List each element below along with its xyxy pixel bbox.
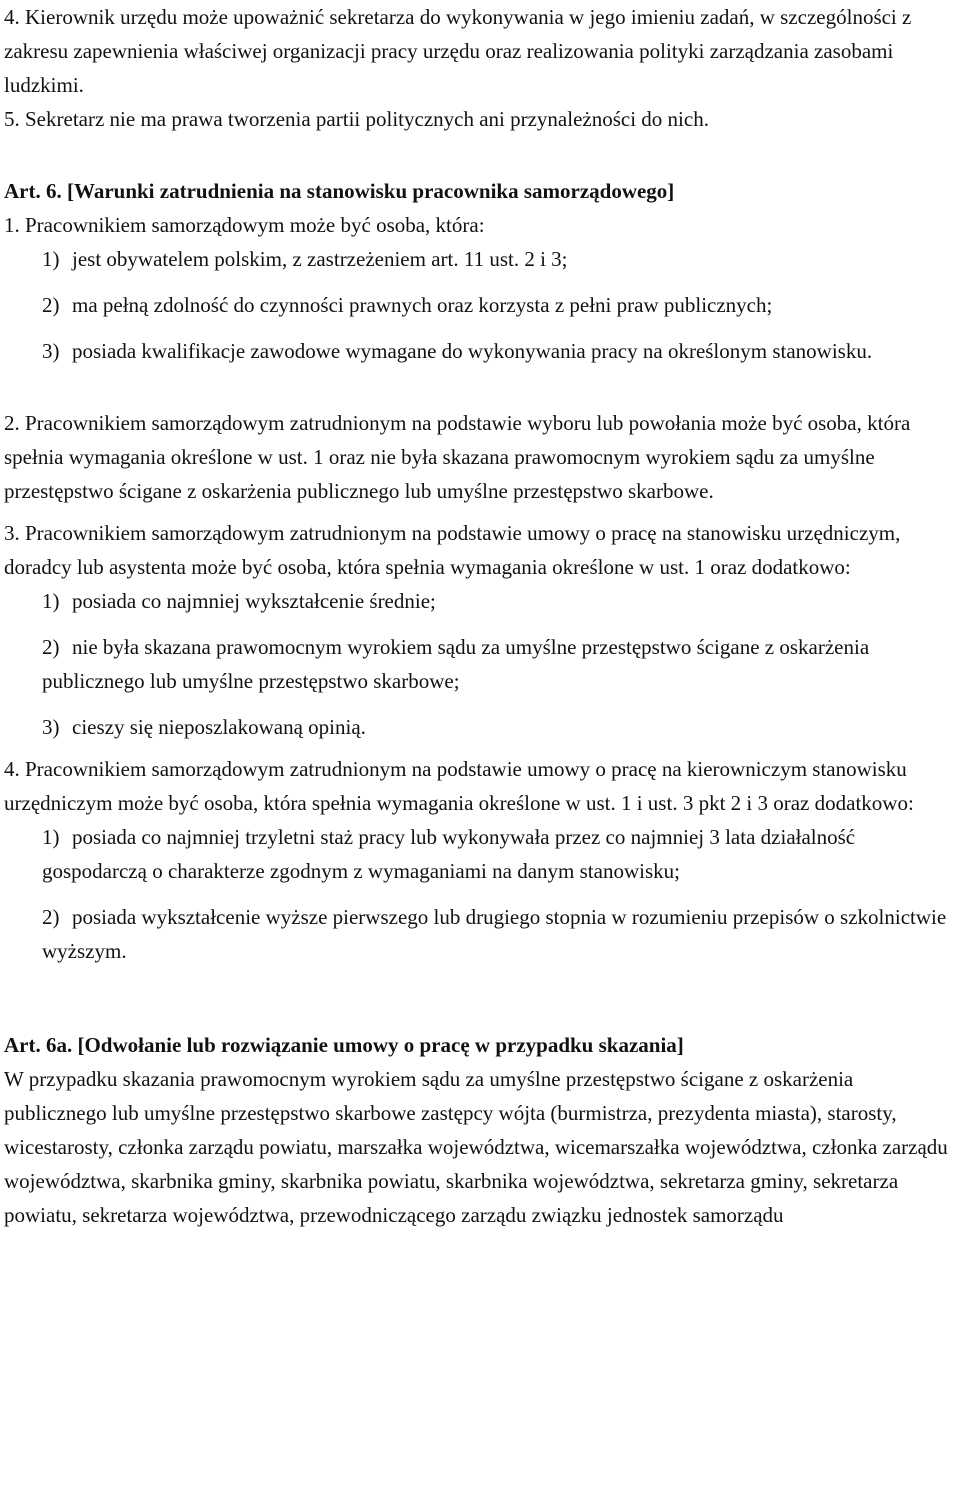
list-item: [4, 900, 952, 968]
list-item-text: nie była skazana prawomocnym wyrokiem sądu za umyślne przestępstwo ścigane z oskarżenia publicznego lub umyślne przestępstwo skarbowe;: [42, 635, 870, 693]
article-6-paragraph-4-list: [4, 820, 952, 968]
article-6-paragraph-2: 2. Pracownikiem samorządowym zatrudnionym na podstawie wyboru lub powołania może być osoba, która spełnia wymagania określone w ust. 1 oraz nie była skazana prawomocnym wyrokiem sądu za umyślne przestępstwo ścigane z oskarżenia publicznego lub umyślne przestępstwo skarbowe.: [4, 411, 911, 503]
list-item-text: posiada kwalifikacje zawodowe wymagane do wykonywania pracy na określonym stanowisku.: [72, 339, 873, 363]
list-item-number: 1): [42, 589, 60, 613]
list-item-text: cieszy się nieposzlakowaną opinią.: [72, 715, 366, 739]
list-item-number: 2): [42, 635, 60, 659]
list-item-number: 1): [42, 247, 60, 271]
list-item-number: 3): [42, 339, 60, 363]
list-item: [4, 288, 952, 322]
list-item-number: 2): [42, 905, 60, 929]
list-item-text: ma pełną zdolność do czynności prawnych oraz korzysta z pełni praw publicznych;: [72, 293, 773, 317]
article-6-paragraph-3: 3. Pracownikiem samorządowym zatrudnionym na podstawie umowy o pracę na stanowisku urzędniczym, doradcy lub asystenta może być osoba, która spełnia wymagania określone w ust. 1 oraz dodatkowo:: [4, 521, 901, 579]
list-item-number: 2): [42, 293, 60, 317]
article-6a-heading: Art. 6a. [Odwołanie lub rozwiązanie umowy o pracę w przypadku skazania]: [4, 1033, 684, 1057]
list-item-number: 3): [42, 715, 60, 739]
list-item-text: posiada co najmniej trzyletni staż pracy lub wykonywała przez co najmniej 3 lata działalność gospodarczą o charakterze zgodnym z wymaganiami na danym stanowisku;: [42, 825, 856, 883]
list-item: [4, 820, 952, 888]
paragraph-5: 5. Sekretarz nie ma prawa tworzenia partii politycznych ani przynależności do nich.: [4, 107, 709, 131]
article-6-paragraph-1-list: [4, 242, 952, 368]
article-6-paragraph-1: 1. Pracownikiem samorządowym może być osoba, która:: [4, 213, 485, 237]
paragraph-4: 4. Kierownik urzędu może upoważnić sekretarza do wykonywania w jego imieniu zadań, w szczególności z zakresu zapewnienia właściwej organizacji pracy urzędu oraz realizowania polityki zarządzania zasobami ludzkimi.: [4, 5, 912, 97]
list-item: [4, 710, 952, 744]
list-item-number: 1): [42, 825, 60, 849]
article-6-paragraph-3-list: [4, 584, 952, 744]
article-6a-text: W przypadku skazania prawomocnym wyrokiem sądu za umyślne przestępstwo ścigane z oskarżenia publicznego lub umyślne przestępstwo skarbowe zastępcy wójta (burmistrza, prezydenta miasta), starosty, wicestarosty, członka zarządu powiatu, marszałka województwa, wicemarszałka województwa, członka zarządu województwa, skarbnika gminy, skarbnika powiatu, skarbnika województwa, sekretarza gminy, sekretarza powiatu, sekretarza województwa, przewodniczącego zarządu związku jednostek samorządu: [4, 1067, 948, 1227]
list-item-text: posiada wykształcenie wyższe pierwszego lub drugiego stopnia w rozumieniu przepisów o szkolnictwie wyższym.: [42, 905, 947, 963]
list-item: [4, 584, 952, 618]
list-item-text: posiada co najmniej wykształcenie średnie;: [72, 589, 436, 613]
list-item-text: jest obywatelem polskim, z zastrzeżeniem art. 11 ust. 2 i 3;: [72, 247, 568, 271]
list-item: [4, 334, 952, 368]
document-page: [4, 0, 952, 1232]
article-6-heading: Art. 6. [Warunki zatrudnienia na stanowisku pracownika samorządowego]: [4, 179, 675, 203]
list-item: [4, 242, 952, 276]
article-6-paragraph-4: 4. Pracownikiem samorządowym zatrudnionym na podstawie umowy o pracę na kierowniczym stanowisku urzędniczym może być osoba, która spełnia wymagania określone w ust. 1 i ust. 3 pkt 2 i 3 oraz dodatkowo:: [4, 757, 914, 815]
list-item: [4, 630, 952, 698]
